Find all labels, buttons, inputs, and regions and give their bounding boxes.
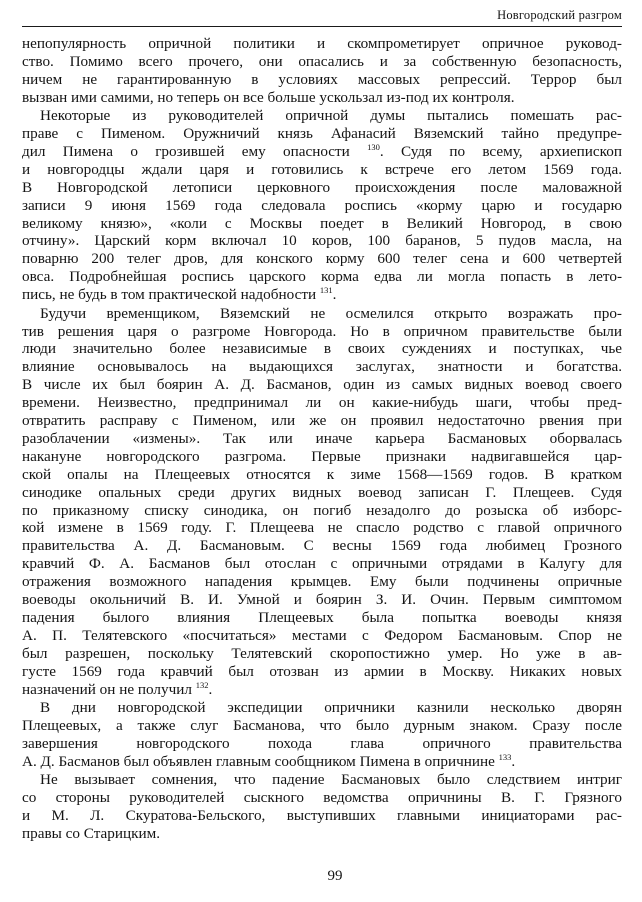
paragraph	[22, 35, 622, 107]
text-line: Не вызывает сомнения, что падение Басмановых было следствием интриг	[40, 771, 622, 789]
text-line: Плещеевых, а также слуг Басманова, что было дурным знаком. Сразу после	[22, 716, 622, 734]
text-line: разоблачении «измены». Так или иначе карьера Басмановых оборвалась	[22, 429, 622, 447]
text-line: непопулярность опричной политики и скомпрометирует опричное руковод-	[22, 35, 622, 52]
paragraph	[22, 771, 622, 843]
running-head: Новгородский разгром	[497, 8, 622, 22]
paragraph	[22, 107, 622, 304]
text-line: влияние основывалось на выдающихся заслугах, знатности и богатства.	[22, 358, 622, 376]
text-line: Некоторые из руководителей опричной думы пытались помешать рас-	[40, 107, 622, 125]
text-line: отражения возможного нападения крымцев. Ему были подчинены опричные	[22, 573, 622, 591]
footnote-marker: 131	[319, 285, 333, 296]
body-text	[22, 35, 622, 843]
text-line: ство. Помимо всего прочего, они опасались и за собственную безопасность,	[22, 52, 622, 70]
text-line: великому князю», «коли с Москвы поедет в Великий Новгород, в свою	[22, 214, 622, 232]
text-line: кой измене в 1569 году. Г. Плещеева не спасло родство с главой опричного	[22, 519, 622, 537]
text-line: ничем не гарантированную в условиях массовых репрессий. Террор был	[22, 70, 622, 88]
footnote-marker: 130	[367, 141, 380, 152]
text-line: назначений он не получил $^{132}$.	[22, 679, 213, 698]
text-line: дил Пимена о грозившей ему опасности $^{130}$. Судя по всему, архиепископ	[22, 141, 622, 160]
paragraph	[22, 699, 622, 771]
text-line: отвратить расправу с Пименом, или же он проявил недостаточно рвения при	[22, 412, 622, 430]
header-rule	[22, 26, 622, 27]
text-line: воеводы окольничий В. И. Умной и боярин З. И. Очин. Первым симптомом	[22, 591, 622, 609]
text-line: Будучи временщиком, Вяземский не осмелился открыто возражать про-	[40, 304, 622, 322]
text-line: завершения новгородского похода глава опричного правительства	[22, 734, 622, 752]
text-line: В числе их был боярин А. Д. Басманов, один из самых видных воевод своего	[22, 376, 622, 394]
text-line: синодике опальных среди других видных воевод записан Г. Плещеев. Судя	[22, 483, 622, 501]
footnote-marker: 132	[195, 679, 209, 690]
text-line: тив решения царя о разгроме Новгорода. Но в опричном правительстве были	[22, 322, 622, 340]
text-line: правы со Старицким.	[22, 824, 161, 842]
text-line: и М. Л. Скуратова-Бельского, выступивших главными инициаторами рас-	[22, 806, 622, 824]
text-line: был разрешен, поскольку Телятевский скоропостижно умер. Но уже в ав-	[22, 644, 622, 662]
text-line: В дни новгородской экспедиции опричники казнили несколько дворян	[40, 699, 622, 717]
text-line: вызван ими самими, но теперь он все больше ускользал из-под их контроля.	[22, 88, 515, 106]
paragraph	[22, 305, 622, 699]
text-line: поварню 200 телег дров, для конского корму 600 телег сена и 600 четвертей	[22, 250, 622, 268]
text-line: овса. Подробнейшая роспись царского корма едва ли могла попасть в лето-	[22, 268, 622, 286]
text-line: падения былого влияния Плещеевых была попытка воеводы князя	[22, 609, 622, 626]
text-line: кравчий Ф. А. Басманов был отослан с опричными отрядами в Калугу для	[22, 555, 622, 573]
page-number: 99	[327, 868, 343, 884]
text-line: по приказному списку синодика, он погиб незадолго до розыска об изборс-	[22, 501, 622, 519]
text-line: записи 9 июня 1569 года следовала роспись «корму царю и государю	[22, 196, 622, 214]
text-line: правительства А. Д. Басмановым. С весны 1569 года любимец Грозного	[22, 537, 622, 555]
text-line: А. Д. Басманов был объявлен главным сообщником Пимена в опричнине $^{133}$.	[22, 751, 516, 770]
text-line: густе 1569 года кравчий был отозван из армии в Москву. Никаких новых	[22, 662, 622, 680]
text-line: праве с Пименом. Оружничий князь Афанасий Вяземский тайно предупре-	[22, 125, 622, 143]
text-line: со стороны руководителей сыскного ведомства опричнины В. Г. Грязного	[22, 789, 622, 807]
text-line: и новгородцы ждали царя и готовились к встрече его летом 1569 года.	[22, 160, 622, 178]
text-line: люди значительно более независимые в своих суждениях и поступках, чье	[22, 340, 622, 358]
text-line: отчину». Царский корм включал 10 коров, 100 баранов, 5 пудов масла, на	[22, 232, 622, 250]
text-line: А. П. Телятевского «посчитаться» местами с Федором Басмановым. Спор не	[22, 626, 622, 644]
text-line: В Новгородской летописи церковного происхождения после маловажной	[22, 178, 622, 196]
text-line: накануне новгородского разгрома. Первые признаки надвигавшейся цар-	[22, 447, 622, 465]
text-line: ской опалы на Плещеевых относятся к зиме 1568—1569 годов. В кратком	[22, 465, 622, 483]
footnote-marker: 133	[498, 751, 512, 762]
text-line: пись, не будь в том практической надобности $^{131}$.	[22, 285, 337, 304]
text-line: времени. Неизвестно, предпринимал ли он какие-нибудь шаги, чтобы пред-	[22, 394, 622, 412]
